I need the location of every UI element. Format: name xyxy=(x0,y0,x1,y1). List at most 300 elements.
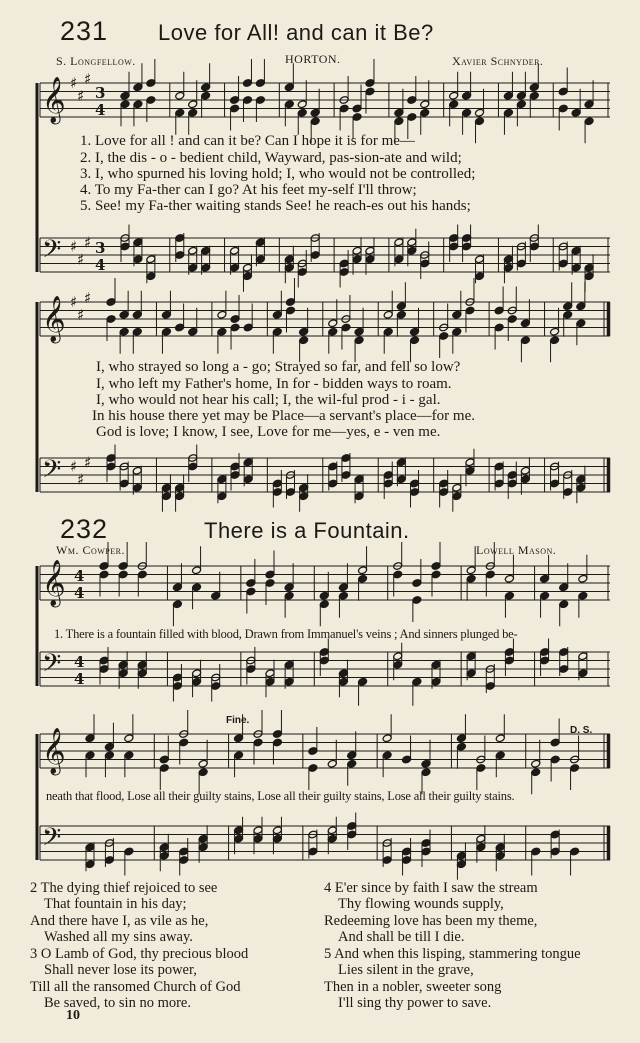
note-head xyxy=(550,336,560,345)
note-head xyxy=(347,751,357,760)
note-head xyxy=(339,104,349,113)
note-head xyxy=(520,475,530,484)
note-head xyxy=(192,669,202,678)
stanza-4 xyxy=(324,880,538,946)
note-head xyxy=(495,751,505,760)
note-head xyxy=(161,483,171,492)
verse-line: 3. I, who spurned his loving hold; I, who would not be controlled; xyxy=(80,166,476,182)
note-head xyxy=(265,579,275,588)
note-head xyxy=(146,272,156,281)
time-signature: 4 xyxy=(95,256,106,274)
note-head xyxy=(133,83,143,92)
note-head xyxy=(192,566,202,575)
note-head xyxy=(462,234,472,243)
treble-clef-icon: 𝄞 xyxy=(42,77,66,123)
time-signature: 4 xyxy=(74,670,85,688)
music-staff xyxy=(0,0,640,80)
note-head xyxy=(85,843,95,852)
note-head xyxy=(393,562,403,571)
note-head xyxy=(230,104,240,113)
note-head xyxy=(328,319,338,328)
sharp-icon: ♯ xyxy=(77,86,85,105)
note-head xyxy=(563,488,573,497)
note-head xyxy=(188,108,198,117)
note-head xyxy=(308,764,318,773)
note-head xyxy=(198,759,208,768)
note-head xyxy=(272,488,282,497)
time-signature: 4 xyxy=(74,653,85,671)
note-head xyxy=(119,462,129,471)
note-head xyxy=(242,263,252,272)
note-head xyxy=(475,255,485,264)
note-head xyxy=(338,583,348,592)
note-head xyxy=(341,471,351,480)
hymn-231-title: Love for All! and can it Be? xyxy=(158,20,434,45)
verse-line: 2. I, the dis - o - bedient child, Wayward, pas-sion-ate and wild; xyxy=(80,150,462,166)
note-head xyxy=(132,483,142,492)
sharp-icon: ♯ xyxy=(70,237,78,256)
note-head xyxy=(383,310,393,319)
sharp-icon: ♯ xyxy=(77,305,85,324)
note-head xyxy=(118,562,128,571)
note-head xyxy=(354,475,364,484)
note-head xyxy=(201,91,211,100)
fine-marking: Fine. xyxy=(226,715,250,726)
note-head xyxy=(299,336,309,345)
note-head xyxy=(462,108,472,117)
time-signature: 3 xyxy=(95,239,106,257)
note-head xyxy=(465,466,475,475)
note-head xyxy=(217,492,227,501)
note-head xyxy=(106,298,116,307)
note-head xyxy=(265,669,275,678)
note-head xyxy=(284,660,294,669)
verse-line: In his house there yet may be Place—a servant's place—for me. xyxy=(92,408,475,424)
note-head xyxy=(242,272,252,281)
note-head xyxy=(297,259,307,268)
note-head xyxy=(494,306,504,315)
note-head xyxy=(449,91,459,100)
note-head xyxy=(495,734,505,743)
note-head xyxy=(559,583,569,592)
note-head xyxy=(230,96,240,105)
stanza-line: Then in a nobler, sweeter song xyxy=(324,978,502,995)
note-head xyxy=(540,656,550,665)
note-head xyxy=(563,471,573,480)
note-head xyxy=(192,583,202,592)
note-head xyxy=(352,104,362,113)
note-head xyxy=(449,100,459,109)
note-head xyxy=(485,682,495,691)
sharp-icon: ♯ xyxy=(77,250,85,269)
note-head xyxy=(476,834,486,843)
note-head xyxy=(382,751,392,760)
note-head xyxy=(402,755,412,764)
note-head xyxy=(452,492,462,501)
note-head xyxy=(394,117,404,126)
note-head xyxy=(396,302,406,311)
note-head xyxy=(146,255,156,264)
note-head xyxy=(175,492,185,501)
note-head xyxy=(431,562,441,571)
note-head xyxy=(175,108,185,117)
note-head xyxy=(431,660,441,669)
note-head xyxy=(272,730,282,739)
note-head xyxy=(198,843,208,852)
note-head xyxy=(576,302,586,311)
note-head xyxy=(243,475,253,484)
note-head xyxy=(272,327,282,336)
note-head xyxy=(449,242,459,251)
note-head xyxy=(507,471,517,480)
note-head xyxy=(456,734,466,743)
note-head xyxy=(529,234,539,243)
hymn-231-tune-name: HORTON. xyxy=(285,52,341,66)
note-head xyxy=(310,251,320,260)
note-head xyxy=(449,234,459,243)
note-head xyxy=(104,839,114,848)
note-head xyxy=(550,738,560,747)
note-head xyxy=(172,600,182,609)
note-head xyxy=(420,259,430,268)
sharp-icon: ♯ xyxy=(84,69,92,88)
note-head xyxy=(578,652,588,661)
note-head xyxy=(188,454,198,463)
note-head xyxy=(570,764,580,773)
note-head xyxy=(504,574,514,583)
note-head xyxy=(354,492,364,501)
note-head xyxy=(410,336,420,345)
note-head xyxy=(99,665,109,674)
note-head xyxy=(494,323,504,332)
hymn-231-words-credit: S. Longfellow. xyxy=(56,54,136,68)
note-head xyxy=(106,315,116,324)
note-head xyxy=(284,677,294,686)
note-head xyxy=(284,83,294,92)
note-head xyxy=(410,479,420,488)
note-head xyxy=(578,574,588,583)
time-signature: 3 xyxy=(95,84,106,102)
note-head xyxy=(558,104,568,113)
stanza-line: 2 The dying thief rejoiced to see xyxy=(30,880,218,896)
note-head xyxy=(559,600,569,609)
note-head xyxy=(179,730,189,739)
hymn-232-words-credit: Wm. Cowper. xyxy=(56,543,125,557)
note-head xyxy=(520,336,530,345)
note-head xyxy=(99,656,109,665)
note-head xyxy=(161,492,171,501)
note-head xyxy=(285,306,295,315)
note-head xyxy=(383,327,393,336)
note-head xyxy=(412,579,422,588)
note-head xyxy=(475,272,485,281)
note-head xyxy=(327,834,337,843)
note-head xyxy=(394,108,404,117)
time-signature: 4 xyxy=(74,584,85,602)
stanza-line: 5 And when this lisping, stammering tongue xyxy=(324,946,581,962)
note-head xyxy=(319,600,329,609)
note-head xyxy=(308,847,318,856)
note-head xyxy=(230,246,240,255)
note-head xyxy=(396,475,406,484)
note-head xyxy=(540,574,550,583)
note-head xyxy=(462,91,472,100)
sharp-icon: ♯ xyxy=(84,288,92,307)
note-head xyxy=(558,242,568,251)
note-head xyxy=(466,652,476,661)
note-head xyxy=(407,238,417,247)
verse-line: I, who left my Father's home, In for - bidden ways to roam. xyxy=(96,376,452,392)
sharp-icon: ♯ xyxy=(70,293,78,311)
note-head xyxy=(272,834,282,843)
note-head xyxy=(217,475,227,484)
note-head xyxy=(576,475,586,484)
note-head xyxy=(531,768,541,777)
note-head xyxy=(352,113,362,122)
verse-line: 1. Love for all ! and can it be? Can I hope it is for me— xyxy=(80,133,415,149)
note-head xyxy=(504,656,514,665)
stanza-line: 3 O Lamb of God, thy precious blood xyxy=(30,946,249,962)
note-head xyxy=(328,327,338,336)
staff-232-1-bass xyxy=(40,639,610,706)
stanza-line: 4 E'er since by faith I saw the stream xyxy=(324,880,538,896)
note-head xyxy=(584,100,594,109)
note-head xyxy=(339,268,349,277)
note-head xyxy=(439,488,449,497)
note-head xyxy=(421,759,431,768)
note-head xyxy=(217,327,227,336)
note-head xyxy=(137,562,147,571)
note-head xyxy=(297,268,307,277)
note-head xyxy=(299,327,309,336)
sharp-icon: ♯ xyxy=(84,453,92,472)
note-head xyxy=(198,834,208,843)
note-head xyxy=(104,751,114,760)
note-head xyxy=(439,332,449,341)
sharp-icon: ♯ xyxy=(77,470,85,489)
note-head xyxy=(124,847,134,856)
note-head xyxy=(297,100,307,109)
note-head xyxy=(341,323,351,332)
note-head xyxy=(118,570,128,579)
note-head xyxy=(531,847,541,856)
treble-clef-icon: 𝄞 xyxy=(42,728,66,774)
note-head xyxy=(243,323,253,332)
note-head xyxy=(382,734,392,743)
note-head xyxy=(576,483,586,492)
note-head xyxy=(341,315,351,324)
note-head xyxy=(255,238,265,247)
note-head xyxy=(341,454,351,463)
note-head xyxy=(382,839,392,848)
note-head xyxy=(563,310,573,319)
note-head xyxy=(456,860,466,869)
time-signature: 4 xyxy=(74,567,85,585)
note-head xyxy=(161,327,171,336)
verse-line: God is love; I know, I see, Love for me—yes, e - ven me. xyxy=(96,424,441,440)
note-head xyxy=(476,764,486,773)
note-head xyxy=(420,108,430,117)
note-head xyxy=(327,826,337,835)
note-head xyxy=(421,768,431,777)
verse-line: 4. To my Fa-ther can I go? At his feet my-self I'll throw; xyxy=(80,182,417,198)
note-head xyxy=(531,759,541,768)
note-head xyxy=(175,234,185,243)
note-head xyxy=(319,648,329,657)
note-head xyxy=(211,682,221,691)
note-head xyxy=(124,751,134,760)
note-head xyxy=(540,648,550,657)
note-head xyxy=(246,587,256,596)
note-head xyxy=(559,665,569,674)
note-head xyxy=(132,466,142,475)
note-head xyxy=(520,466,530,475)
note-head xyxy=(310,108,320,117)
bass-clef-icon: 𝄢 xyxy=(42,823,62,858)
note-head xyxy=(558,87,568,96)
note-head xyxy=(529,242,539,251)
note-head xyxy=(211,591,221,600)
staff-231-2-treble xyxy=(40,278,610,362)
note-head xyxy=(462,242,472,251)
stanza-line: Be saved, to sin no more. xyxy=(44,995,191,1012)
note-head xyxy=(452,310,462,319)
sharp-icon: ♯ xyxy=(70,74,78,92)
note-head xyxy=(175,91,185,100)
note-head xyxy=(393,660,403,669)
note-head xyxy=(234,834,244,843)
note-head xyxy=(394,255,404,264)
note-head xyxy=(476,843,486,852)
note-head xyxy=(246,579,256,588)
note-head xyxy=(253,730,263,739)
note-head xyxy=(407,113,417,122)
note-head xyxy=(558,259,568,268)
note-head xyxy=(529,83,539,92)
note-head xyxy=(297,108,307,117)
note-head xyxy=(253,834,263,843)
note-head xyxy=(172,673,182,682)
stanza-line: And shall be till I die. xyxy=(338,929,465,946)
note-head xyxy=(520,319,530,328)
note-head xyxy=(159,764,169,773)
note-head xyxy=(175,323,185,332)
note-head xyxy=(272,479,282,488)
stanza-line: Till all the ransomed Church of God xyxy=(30,978,241,995)
note-head xyxy=(234,826,244,835)
note-head xyxy=(431,570,441,579)
note-head xyxy=(188,100,198,109)
note-head xyxy=(118,660,128,669)
stanza-line: I'll sing thy power to save. xyxy=(338,995,492,1012)
note-head xyxy=(485,570,495,579)
note-head xyxy=(137,570,147,579)
note-head xyxy=(347,759,357,768)
note-head xyxy=(201,246,211,255)
note-head xyxy=(475,117,485,126)
hymn-232-music-credit: Lowell Mason. xyxy=(476,543,557,557)
note-head xyxy=(410,327,420,336)
note-head xyxy=(119,479,129,488)
note-head xyxy=(179,847,189,856)
note-head xyxy=(137,669,147,678)
verse-line: 5. See! my Fa-ther waiting stands See! he reach-es out his hands; xyxy=(80,198,471,214)
note-head xyxy=(529,91,539,100)
note-head xyxy=(507,479,517,488)
note-head xyxy=(412,677,422,686)
note-head xyxy=(407,96,417,105)
note-head xyxy=(188,263,198,272)
note-head xyxy=(421,839,431,848)
note-head xyxy=(104,856,114,865)
hymn-231-music-credit: Xavier Schnyder. xyxy=(452,54,544,68)
note-head xyxy=(420,100,430,109)
note-head xyxy=(146,96,156,105)
note-head xyxy=(272,826,282,835)
note-head xyxy=(285,488,295,497)
note-head xyxy=(230,315,240,324)
note-head xyxy=(230,471,240,480)
note-head xyxy=(347,822,357,831)
note-head xyxy=(358,566,368,575)
note-head xyxy=(285,298,295,307)
note-head xyxy=(495,851,505,860)
note-head xyxy=(246,665,256,674)
note-head xyxy=(507,315,517,324)
note-head xyxy=(327,759,337,768)
treble-clef-icon: 𝄞 xyxy=(42,296,66,342)
note-head xyxy=(495,843,505,852)
verse-line: I, who would not hear his call; I, the wil-ful prod - i - gal. xyxy=(96,392,441,408)
hymn-231-number: 231 xyxy=(60,16,109,46)
note-head xyxy=(99,562,109,571)
note-head xyxy=(421,847,431,856)
note-head xyxy=(120,234,130,243)
note-head xyxy=(576,319,586,328)
note-head xyxy=(570,847,580,856)
note-head xyxy=(161,310,171,319)
stanza-line: Thy flowing wounds supply, xyxy=(338,896,504,913)
stanza-line: Shall never lose its power, xyxy=(44,962,197,979)
note-head xyxy=(571,263,581,272)
note-head xyxy=(310,234,320,243)
staff-231-1-bass xyxy=(40,225,610,292)
note-head xyxy=(550,327,560,336)
note-head xyxy=(172,682,182,691)
note-head xyxy=(503,263,513,272)
note-head xyxy=(299,483,309,492)
note-head xyxy=(339,259,349,268)
sharp-icon: ♯ xyxy=(70,457,78,476)
note-head xyxy=(485,562,495,571)
note-head xyxy=(420,251,430,260)
note-head xyxy=(383,471,393,480)
bass-clef-icon: 𝄢 xyxy=(42,455,62,490)
note-head xyxy=(354,327,364,336)
note-head xyxy=(365,246,375,255)
note-head xyxy=(516,259,526,268)
note-head xyxy=(550,479,560,488)
note-head xyxy=(347,830,357,839)
note-head xyxy=(352,255,362,264)
note-head xyxy=(550,462,560,471)
note-head xyxy=(354,336,364,345)
note-head xyxy=(198,768,208,777)
note-head xyxy=(383,479,393,488)
note-head xyxy=(466,669,476,678)
note-head xyxy=(179,856,189,865)
note-head xyxy=(133,238,143,247)
